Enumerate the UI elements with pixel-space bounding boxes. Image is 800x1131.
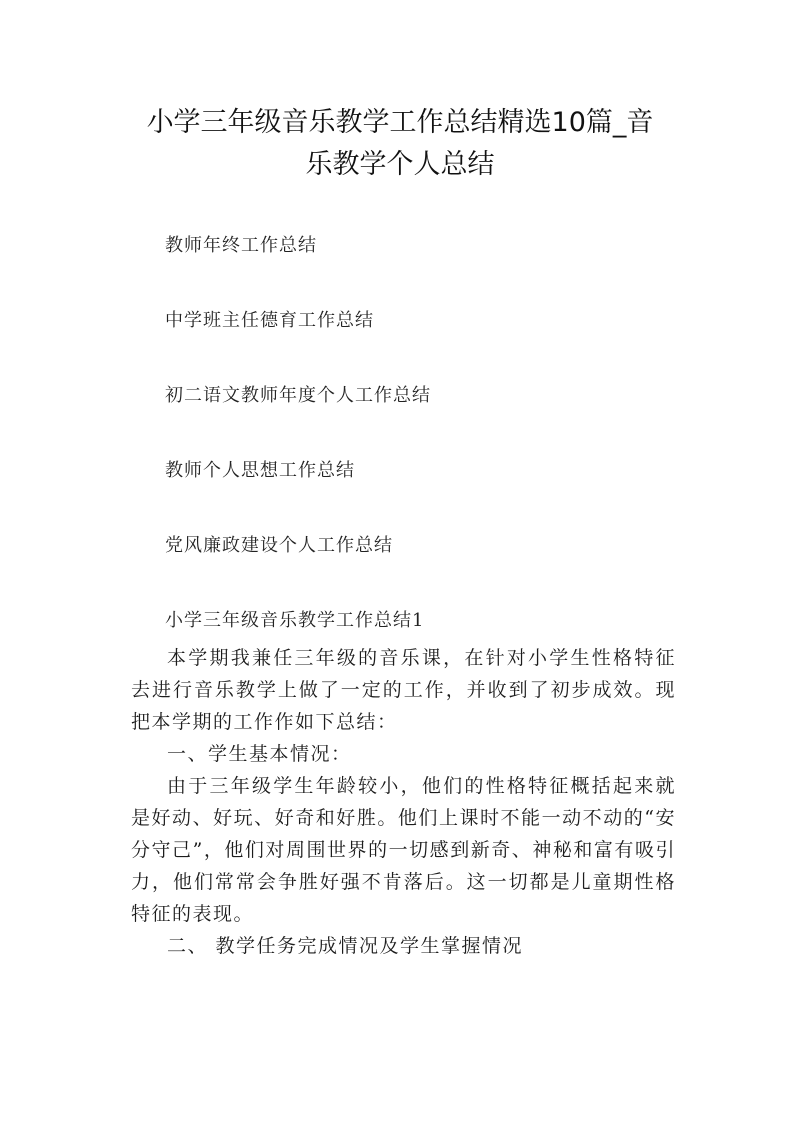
paragraph-intro: 本学期我兼任三年级的音乐课，在针对小学生性格特征去进行音乐教学上做了一定的工作，并收到了初步成效。现把本学期的工作作如下总结： xyxy=(131,647,676,733)
related-link-head-teacher-moral-summary[interactable]: 中学班主任德育工作总结 xyxy=(165,310,374,331)
related-link-teacher-thought-summary[interactable]: 教师个人思想工作总结 xyxy=(165,460,355,481)
related-link-party-integrity-summary[interactable]: 党风廉政建设个人工作总结 xyxy=(165,535,393,556)
document-title-line-1: 小学三年级音乐教学工作总结精选10篇_音 xyxy=(146,107,654,138)
related-link-teacher-year-end-summary[interactable]: 教师年终工作总结 xyxy=(165,235,317,256)
heading-student-situation: 一、学生基本情况： xyxy=(167,743,352,765)
section-heading: 小学三年级音乐教学工作总结1 xyxy=(165,610,425,631)
heading-teaching-tasks: 二、 教学任务完成情况及学生掌握情况 xyxy=(167,935,524,957)
paragraph-student-situation: 由于三年级学生年龄较小，他们的性格特征概括起来就是好动、好玩、好奇和好胜。他们上课时不能一动不动的“安分守己”，他们对周围世界的一切感到新奇、神秘和富有吸引力，他们常常会争胜好强不肯落后。这一切都是儿童期性格特征的表现。 xyxy=(131,775,676,925)
document-title-line-2: 乐教学个人总结 xyxy=(305,149,495,180)
body-text xyxy=(131,642,676,962)
related-link-chinese-teacher-annual-summary[interactable]: 初二语文教师年度个人工作总结 xyxy=(165,385,431,406)
